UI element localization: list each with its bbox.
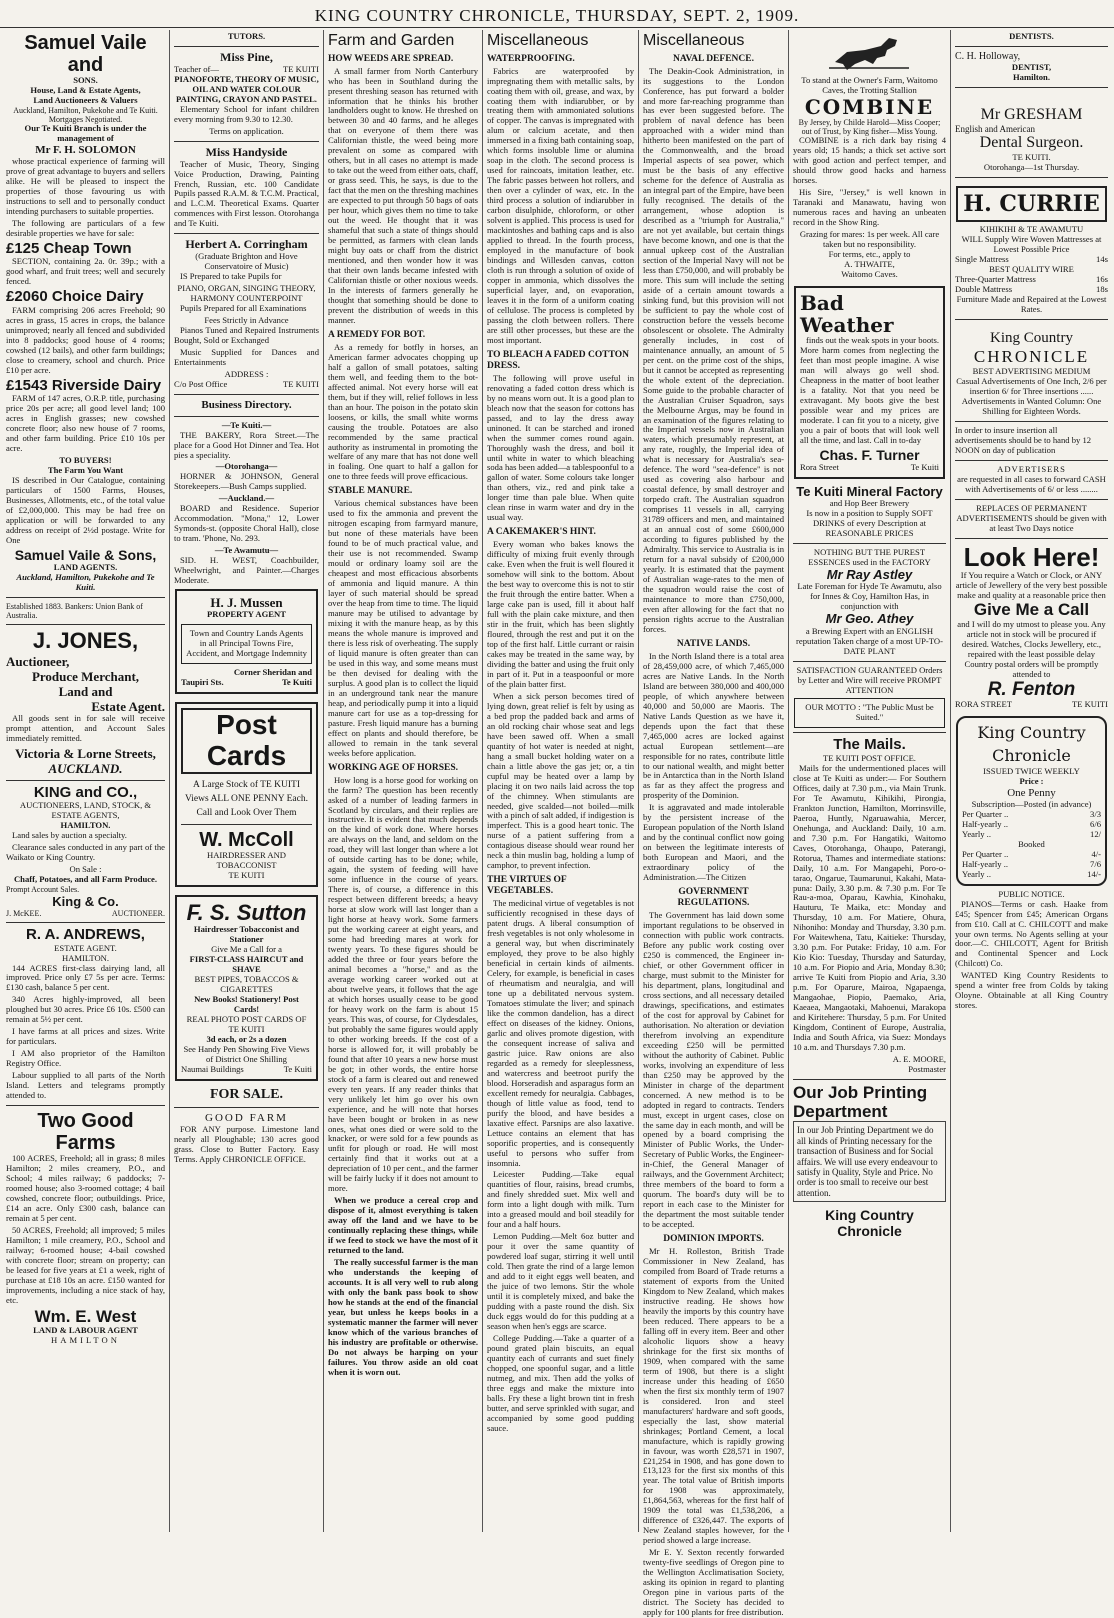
combine-grazing: Grazing for mares: 1s per week. All care taken but no responsibility. bbox=[799, 229, 940, 250]
article-text: College Pudding.—Take a quarter of a pound grated plain biscuits, an equal quantity each of currants and suet finely chopped, one spoonful sugar, and a little nutmeg, and mix. Then add the yolks of three eggs and make the mixture into balls. Fry these a light brown tint in fresh butter, and serve sprinkled with sugar, and accompanied by some good pudding sauce. bbox=[487, 1332, 634, 1433]
currie-furniture: Furniture Made and Repaired at the Lowest Rates. bbox=[956, 293, 1107, 314]
rate-price: 12/ bbox=[1090, 828, 1101, 839]
combine-intro: To stand at the Owner's Farm, Waitomo Caves, the Trotting Stallion bbox=[801, 75, 938, 95]
article-heading: HOW WEEDS ARE SPREAD. bbox=[328, 53, 454, 64]
corringham-pianos: Pianos Tuned and Repaired Instruments Bought, Sold or Exchanged bbox=[174, 325, 319, 345]
column-7 bbox=[951, 30, 1112, 1532]
farms-text: 100 ACRES, Freehold; all in grass; 8 miles Hamilton; 2 miles creamery, P.O., and School; 4 miles railway; 6 paddocks; 7-roomed house; also 3-roomed cottage; 4 bail cowshed, concrete floor; outbuildings. Price, £14 an acre. Only £300 cash, balance can remain at 5 per cent. bbox=[6, 1153, 165, 1223]
column-5 bbox=[639, 30, 789, 1618]
rate-price: 7/6 bbox=[1090, 858, 1101, 869]
factory-motto: OUR MOTTO : "The Public Must be Suited." bbox=[805, 702, 934, 723]
jones-line: Land and bbox=[58, 683, 113, 699]
mails-text: Mails for the undermentioned places will close at Te Kuiti as under:— For Southern Offices, daily at 7.30 p.m., via Main Trunk. For Te Awamutu, Kihikihi, Pirongia, Frankton Junction, Hamilton, Morrinsville, Paeroa, Huntly, Ngaruawahia, Mercer, Onehunga, and Auckland: Daily, 10 a.m. and 7.30 p.m. For Hangatiki, Waitomo Caves, Otorohanga, Ohaupo, Paterangi, Rotorua, Thames and intermediate stations: Daily, 10 a.m. For Mangapehi, Poro-o-tarao, Ongarue, Taumarunui, Kakahi, Mata-puna: Daily, 3.30 p.m. & 7.30 p.m. For Te Rau-a-moa, Oparau, Kawhia, Kinohaku, Hauturu, Te Maika, etc: Monday and Thursday, 10 a.m. For Matiere, Ohura, Nihoniho: Monday and Thursday, 3.30 p.m. For Waitewhena, Tatu, Kaitieke: Thursday, 3.30 p.m. For Putake: Friday, 10 a.m. For Kio Kio: Tuesday, Thursday and Saturday, 10 a.m. For Piopio and Aria, Monday 8.30; arrive Te Kuiti from Piopio and Aria, 3.30 p.m. For Oparure, Mairoa, Ngapaenga, Mangaohae, Piopio, Paemako, Aria, Kaeaea, Mangaotaki, Mahoenui, Marakopa and Kiritehere: Thursday, 5 p.m. For United Kingdom, Continent of Europe, Australia, India and South Africa, via Suez: Mondays 10 a.m. and Thursdays 7.30 p.m. bbox=[793, 762, 946, 1052]
look-here-text: If You require a Watch or Clock, or ANY article of Jewellery of the very best possible make and quality at a reasonable price then bbox=[955, 570, 1108, 601]
established: Established 1883. Bankers: Union Bank of Australia. bbox=[6, 601, 143, 621]
jones-line: Auctioneer, bbox=[6, 653, 70, 669]
rate-period: Per Quarter .. bbox=[962, 848, 1009, 859]
fenton-name: R. Fenton bbox=[987, 678, 1076, 700]
mussen-address: Corner Sheridan and bbox=[233, 667, 312, 678]
farms-text: 50 ACRES, Freehold; all improved; 5 miles Hamilton; 1 mile creamery, P.O., School and railway; 6-roomed house; 4-bail cowshed with concrete floor; stream on property; can be leased for five years at £1 a week, right of purchase at £18 10s an acre. £150 wanted for improvements, including a nice stack of hay, etc. bbox=[6, 1224, 165, 1305]
king-line: HAMILTON. bbox=[60, 820, 111, 831]
article-heading: NAVAL DEFENCE. bbox=[673, 53, 754, 64]
pine-subjects: PIANOFORTE, THEORY OF MUSIC, OIL AND WATER COLOUR PAINTING, CRAYON AND PASTEL. bbox=[174, 73, 319, 104]
public-notice-heading: PUBLIC NOTICE. bbox=[998, 888, 1065, 899]
forsale-title: GOOD FARM bbox=[205, 1112, 288, 1125]
chronicle-footer: King Country Chronicle bbox=[825, 1207, 914, 1239]
handyside-text: Teacher of Music, Theory, Singing Voice Production, Drawing, Painting French, Russian, etc. 100 Candidate Pupils passed R.A.M. & T.C.M. Practical, and L.C.M. Theoretical Exams. Quarter commences with First lesson. Otorohanga and Te Kuiti. bbox=[174, 158, 319, 229]
gresham-visit: Otorohanga—1st Thursday. bbox=[983, 162, 1080, 172]
look-here-heading: Look Here! bbox=[963, 541, 1100, 572]
factory-sub: and Hop Beer Brewery bbox=[829, 498, 910, 509]
holloway-role: DENTIST, bbox=[1011, 61, 1052, 72]
mattress-item: Single Mattress bbox=[955, 254, 1009, 265]
sutton-town: Te Kuiti bbox=[283, 1063, 312, 1074]
andrews-line: HAMILTON. bbox=[61, 952, 110, 963]
directory-town: —Te Kuiti.— bbox=[221, 419, 272, 430]
west-role: LAND & LABOUR AGENT bbox=[33, 1325, 138, 1336]
factory-name: Te Kuiti Mineral Factory bbox=[796, 484, 943, 500]
vaile-agents: LAND AGENTS. bbox=[53, 561, 118, 572]
sutton-price: 3d each, or 2s a dozen bbox=[206, 1034, 287, 1045]
athey-text: a Brewing Expert with an ENGLISH reputation Taken charge of a most UP-TO-DATE PLANT bbox=[796, 625, 943, 656]
column-3 bbox=[324, 30, 483, 1532]
article-heading: TO BLEACH A FADED COTTON DRESS. bbox=[487, 349, 630, 371]
forsale-text: FOR ANY purpose. Limestone land nearly all Ploughable; 130 acres good grass. Close to Butter Factory. Easy Terms. Apply CHRONICLE OFFICE. bbox=[174, 1123, 319, 1164]
sutton-buildings: Naumai Buildings bbox=[181, 1063, 244, 1074]
job-printing-text: In our Job Printing Department we do all kinds of Printing necessary for the transaction of Business and for Social affairs. We will use every endeavour to satisfy in Quality, Style and Price. No order is too small to receive our best attention. bbox=[793, 1121, 946, 1202]
article-text: It is aggravated and made intolerable by the persistent increase of the European population of the North Island and by the continual conflict now going on between the legitimate interests of both European and Maori, and the extraordinary policy of the Administration.—The Citizen bbox=[643, 802, 784, 883]
vaile-sons-name: Samuel Vaile & Sons, bbox=[14, 546, 157, 563]
king-name: KING and CO., bbox=[33, 783, 138, 801]
wanted-text: WANTED King Country Residents to spend a winter free from Colds by taking Oloyne. Obtainable at all King Country stores. bbox=[955, 970, 1108, 1011]
sutton-role: Hairdresser Tobacconist and Stationer bbox=[193, 924, 300, 945]
directory-town: —Auckland.— bbox=[218, 493, 275, 504]
article-text: Every woman who bakes knows the difficulty of mixing fruit evenly through cake. Even when the fruit is well floured it somehow will sink to the bottom. About the best way to overcome this is not to stir the fruit through the entire batter. When a large cake pan is used, fill it about half full with the plain cake mixture, and then stir in the fruit, which has been slightly floured, through the rest and put it on the top of the first half. Little currant or raisin cakes may be treated in the same way, by dividing the batter and using the fruit only in part of it. Put in a teaspoonful or more of the plain batter first. bbox=[487, 539, 634, 689]
king-name2: King & Co. bbox=[52, 893, 119, 909]
turner-town: Te Kuiti bbox=[910, 462, 939, 473]
king-returns: Prompt Account Sales. bbox=[6, 885, 80, 895]
corringham-fees: Fees Strictly in Advance bbox=[204, 315, 289, 326]
combine-pedigree: By Jersey, by Childe Harold—Miss Cooper; out of Trust, by King fisher—Miss Young. bbox=[798, 117, 941, 137]
turner-street: Rora Street bbox=[800, 462, 839, 473]
rate-period: Yearly .. bbox=[962, 868, 991, 879]
advertisers-heading: ADVERTISERS bbox=[997, 463, 1066, 474]
directory-heading: Business Directory. bbox=[201, 398, 292, 411]
chronicle-subscription: Subscription—Posted (in advance) bbox=[971, 798, 1092, 809]
listing-heading: £1543 Riverside Dairy bbox=[6, 376, 162, 394]
andrews-text: 144 ACRES first-class dairying land, all improved. Price only £7 5s per acre. Terms: £130 cash, balance 5 per cent. bbox=[6, 962, 165, 993]
holloway-town: Hamilton. bbox=[1012, 71, 1050, 82]
article-text: Various chemical substances have been used to fix the ammonia and prevent the nitrogen escaping from farmyard manure, but none of these materials have been found to be of much practical value, and their use is not recommended. Swamp mould or ordinary loamy soil are the cheapest and most efficacious absorbents of ammonia and liquid manure. A thin layer of such material should be spread over the heap from time to time. The liquid manure may be utilised to advantage by mixing it with the manure heap, as by this means the whole manure is improved and there is less risk of overheating. The supply of liquid manure is often greater than can be used in this way, and some means must be then devised for dealing with the surplus. A good plan is to collect the liquid in an underground tank near the manure heap, and periodically pump it into a liquid manure cart for use as a top-dressing for pasture. Fresh liquid manure has a burning effect on plants and should therefore, be allowed to remain in the tank several weeks before application. bbox=[328, 498, 478, 758]
advertisers-text: are requested in all cases to forward CASH with Advertisements of 6/ or less ........ bbox=[957, 473, 1106, 494]
sutton-shave: FIRST-CLASS HAIRCUT and SHAVE bbox=[189, 954, 304, 975]
article-heading: WORKING AGE OF HORSES. bbox=[328, 762, 459, 773]
andrews-text: I AM also proprietor of the Hamilton Registry Office. bbox=[6, 1048, 165, 1069]
corringham-address-label: ADDRESS : bbox=[224, 368, 269, 379]
article-heading: WATERPROOFING. bbox=[487, 53, 575, 64]
article-text: The following will prove useful in renovating a faded cotton dress which is by no means worn out. It is a good plan to bleach now that the season for cottons has passed, and to lay the dress away uninoned. It can be starched and ironed when the summer comes round again. Thoroughly wash the dress, and boil it until white in water to which bleaching soda has been added—a tablespoonful to a gallon of water. Some colours take longer than others, viz., red and pink take a longer time than pale blue. When quite clean rinse in warm water and dry in the usual way. bbox=[487, 372, 634, 523]
vaile-following: The following are particulars of a few desirable properties we have for sale: bbox=[6, 217, 165, 238]
pine-terms: Terms on application. bbox=[209, 125, 284, 136]
mussen-role: PROPERTY AGENT bbox=[207, 609, 286, 620]
page-masthead: KING COUNTRY CHRONICLE, THURSDAY, SEPT. 2, 1909. bbox=[0, 6, 1114, 28]
give-call-heading: Give Me a Call bbox=[973, 600, 1090, 620]
mails-heading: The Mails. bbox=[833, 736, 906, 754]
king-sale: On Sale : bbox=[69, 864, 102, 875]
chronicle-rates: Casual Advertisements of One Inch, 2/6 per insertion 6/ for Three insertions ...... Advertisements in Wanted Column: One Shilling for Eighteen Words. bbox=[956, 375, 1107, 416]
sutton-call: Give Me a Call for a bbox=[211, 944, 282, 955]
quality-line: BEST QUALITY WIRE bbox=[989, 264, 1074, 275]
fenton-street: RORA STREET bbox=[955, 699, 1013, 710]
combine-text: His Sire, "Jersey," is well known in Taranaki and Manawatu, having won numerous races and having an unbeaten record in the Show Ring. bbox=[793, 187, 946, 228]
factory-text: Is now in a position to Supply SOFT DRINKS of every Description at REASONABLE PRICES bbox=[806, 508, 933, 539]
king-text: Land sales by auction a specialty. bbox=[12, 830, 127, 841]
weather-heading: Bad Weather bbox=[800, 291, 894, 338]
rate-period: Per Quarter .. bbox=[962, 808, 1009, 819]
mussen-street: Taupiri Sts. bbox=[181, 677, 224, 688]
mussen-name: H. J. Mussen bbox=[210, 595, 283, 611]
article-text: When we produce a cereal crop and dispose of it, almost everything is taken away off the land and we have to be continually replacing these things, while if we feed to stock we have the most of it returned to the land. bbox=[328, 1195, 478, 1256]
article-text: In the North Island there is a total area of 28,459,000 acre, of which 7,465,000 acres are Native Lands. In the North Island are between 380,000 and 400,000 people, of which anywhere between 40,000 and 50,000 are Maoris. The Native Lands Question as we have it, depends upon the fact that these 7,465,000 acres are locked against actual European settlement—are responsible for no rates, contribute little to our national wealth, and might better be in Antarctica than in the North Island as far as they affect the progress and prosperity of the Dominion. bbox=[643, 650, 784, 801]
chronicle-medium: BEST ADVERTISING MEDIUM bbox=[972, 365, 1091, 376]
west-town: HAMILTON bbox=[51, 1335, 120, 1346]
directory-town: —Otorohanga— bbox=[215, 461, 278, 472]
combine-text: COMBINE is a rich dark bay rising 4 years old; 15 hands; a thick set active sort with good action and perfect temper, and should throw good hacks and harness horses. bbox=[793, 135, 946, 186]
column-2 bbox=[170, 30, 324, 1532]
article-heading: STABLE MANURE. bbox=[328, 486, 413, 497]
article-text: As a remedy for botfly in horses, an American farmer advocates chopping up half a gallon of small potatoes, salting them well, and feeding them to the bot-affected animal. Not every horse will eat them, but if they will, relief follows in less than an hour. The poison in the potato skin loosens, or kills, the small white worms causing the trouble. Potatoes are also recommended by the same practical authority as instrumental in promoting the welfare of any mare that has not done well in foaling. One quart to half a gallon for one to three feeds will prove efficacious. bbox=[328, 341, 478, 482]
rate-price: 4/- bbox=[1091, 848, 1101, 859]
column-header: Farm and Garden bbox=[328, 32, 455, 49]
chronicle-title: CHRONICLE bbox=[973, 347, 1090, 367]
article-text: Mr E. Y. Sexton recently forwarded twenty-five seedlings of Oregon pine to the Wellington Acclimatisation Society, asking its opinion in regard to planting Oregon pine in various parts of the district. The Society has decided to apply for 100 plants for free distribution. bbox=[643, 1547, 784, 1618]
turner-name: Chas. F. Turner bbox=[819, 446, 920, 463]
article-text: The medicinal virtue of vegetables is not sufficiently recognised in these days of patent drugs. A liberal consumption of fresh vegetables is not only wholesome in a general way, but when discriminately employed, they prove to be also highly beneficial in certain kinds of ailments. Celery, for example, is beneficial in cases of rheumatism and neuralgia, and will tone up a debilitated nervous system. Tomatoes stimulate the liver; and spinach like the common dandelion, has a direct effect on diseases of the kidney. Onions, garlic and olives promote digestion, with the consequent increase of saliva and gastric juice. Raw onions are also regarded as a remedy for sleeplessness, and watercress and beetroot purify the blood. Horseradish and asparagus form an excellent remedy for neuralgia. Cabbages, though of little value as food, tend to purify the blood, and have besides a laxative effect. Parsnips are also laxative. Lettuce contains an element that has soporific properties, and is consequently useful to persons who suffer from insomnia. bbox=[487, 898, 634, 1168]
weather-text: finds out the weak spots in your boots. More harm comes from neglecting the feet than most people imagine. A wise man will always go well shod. Cheapness in the matter of boot leather is a fatality. Not that you need be extravagant. My boots give the best possible wear and my prices are moderate. I can fit you to a nicety, give you a pair of boots that will look well all the time, and last. Call in to-day bbox=[800, 335, 939, 445]
currie-text: WILL Supply Wire Woven Mattresses at Lowest Possible Price bbox=[961, 234, 1102, 255]
gresham-line: English and American bbox=[955, 124, 1035, 135]
vaile-line: House, Land & Estate Agents, bbox=[30, 84, 141, 95]
andrews-text: I have farms at all prices and sizes. Write for particulars. bbox=[6, 1026, 165, 1047]
vaile-line: Land Auctioneers & Valuers bbox=[33, 94, 138, 105]
vaile-name: Samuel Vaile and bbox=[24, 32, 147, 76]
chronicle-booked: Booked bbox=[1018, 838, 1045, 849]
column-4 bbox=[483, 30, 639, 1532]
vaile-mortgages: Mortgages Negotiated. bbox=[48, 115, 123, 125]
article-text: A small farmer from North Canterbury who has been in Southland during the present threshing season has returned with information that he thinks his brother landholders ought to know. He threshed on between 30 and 40 farms, and he alleges that on everyone of them there was Californian thistle, the weed being more prevalent on some as compared with others, but in all cases no attempt is made to take out the weed from either oats, chaff, or grass seed. This, he says, is due to the fact that the men on the threshing machines are expected to put through 50 bags of oats per hour, which gives them no time to take out the weed. He thought that it was shameful that such a state of things should be permitted, as farmers with clean lands might buy oats or chaff from the district mentioned, and then wonder how it was that their own lands became infested with Californian thistle or other noxious weeds. In the interests of farmers generally he thought that something should be done to prevent the distribution of weeds in this manner. bbox=[328, 65, 478, 325]
article-text: The Deakin-Cook Administration, in its suggestions to the London Conference, has put forward a bolder and more far-reaching programme than has ever been suggested before. The problem of naval defence has been approached with a wider mind than hitherto been manifested on the part of the Commonwealth, and the broad Imperial aspects of sea power, which must be the basis of any effective scheme for the defence of Australia as an integral part of the Empire, have been fully recognised. The details of the arrangement, whose adoption is described as a "triumph for Australia," are not yet available, but certain things have become known, and one is that the annual upkeep cost of the Australian section of the Imperial Navy will not be less than £750,000, and will probably be more. This sum will include the setting aside of a certain amount towards a sinking fund, but this provision will not be sufficient to pay the whole cost of construction before the vessels become obsolescent or obsolete. The Admiralty generally includes, in cost of maintenance annually, an amount of 5 per cent. on the prime cost of the ships, but it cannot be accepted as representing the whole extent of the depreciation. Some guide to the probable character of the Australian Cruiser Squadron, says the Melbourne Argus, may be found in an examination of the figures relating to the Imperial vessels now in Australian waters, which presumably represent, at any rate, roughly, the Imperial idea of what is necessary for Australia's sea-defence. The word "sea-defence" is not used as covering also harbour and coastal defence, by small destroyer and torpedo craft. The Australian squadron comprises 11 vessels in all, carrying 31789 officers and men, and maintained at an annual cost of some £600,000 according to figures published by the Admiralty. This service to Australia is in return for a naval subsidy of £200,000 yearly. It is estimated that the payment of Australian wage-rates to the men of the squadron would raise the cost of maintenance to more than £750,000, even after allowing for the fact that no pension rights accrue to the Australian forces. bbox=[643, 65, 784, 634]
mails-postmaster: A. E. MOORE, bbox=[892, 1053, 946, 1064]
corringham-exams: Pupils Prepared for all Examinations bbox=[180, 303, 307, 314]
chronicle-title: King Country bbox=[990, 329, 1073, 346]
astley-text: Late Foreman for Hyde Te Awamutu, also for Innes & Coy, Hamilton Has, in conjunction with bbox=[797, 581, 942, 612]
king-line: AUCTIONEERS, LAND, STOCK, & ESTATE AGENTS, bbox=[19, 800, 152, 821]
holloway-name: C. H. Holloway, bbox=[955, 50, 1021, 62]
factory-satisfaction: SATISFACTION GUARANTEED Orders by Letter and Wire will receive PROMPT ATTENTION bbox=[796, 664, 943, 695]
combine-name: COMBINE bbox=[804, 94, 935, 119]
column-1 bbox=[2, 30, 170, 1532]
factory-nothing: NOTHING BUT THE PUREST ESSENCES used in the FACTORY bbox=[808, 547, 931, 568]
pine-town: TE KUITI bbox=[282, 63, 319, 74]
corringham-name: Herbert A. Corringham bbox=[185, 237, 308, 252]
rate-price: 14/- bbox=[1087, 868, 1101, 879]
vaile-towns: Auckland, Hamilton, Pukekohe and Te Kuiti. bbox=[16, 571, 155, 592]
jones-address: Victoria & Lorne Streets, bbox=[15, 745, 156, 761]
king-sale: Chaff, Potatoes, and all Farm Produce. bbox=[13, 874, 158, 885]
article-text: Lemon Pudding.—Melt 6oz butter and pour it over the same quantity of powdered loaf sugar, stirring it well until cold. Then grate the rind of a large lemon and add to it eight eggs well beaten, and the juice of two lemons. Stir the whole until it is completely mixed, and bake the pudding with a paste round the dish. Six duck eggs would do for this pudding at a season when hen's eggs are scarce. bbox=[487, 1231, 634, 1331]
andrews-line: ESTATE AGENT. bbox=[54, 942, 117, 953]
two-farms-heading: Two Good Farms bbox=[37, 1110, 134, 1155]
sutton-photo: REAL PHOTO POST CARDS OF TE KUITI bbox=[186, 1014, 307, 1035]
corringham-town: TE KUITI bbox=[282, 378, 319, 389]
article-heading: A REMEDY FOR BOT. bbox=[328, 329, 426, 340]
mccoll-name: W. McColl bbox=[199, 829, 294, 852]
postcards-heading: Post Cards bbox=[181, 708, 312, 774]
corringham-text: IS Prepared to take Pupils for bbox=[180, 271, 282, 282]
column-header: Miscellaneous bbox=[487, 32, 589, 49]
sutton-pipes: BEST PIPES, TOBACCOS & CIGARETTES bbox=[194, 974, 299, 995]
buyers-heading: TO BUYERS! bbox=[59, 454, 112, 465]
vaile-towns: Auckland, Hamilton, Pukekohe and Te Kuiti. bbox=[13, 105, 158, 115]
king-role: AUCTIONEER. bbox=[111, 908, 165, 918]
vaile-manager: Mr F. H. SOLOMON bbox=[35, 144, 136, 157]
buyers-text: IS described in Our Catalogue, containing particulars of 1500 Farms, Houses, Businesses, Allotments, etc., of the total value of £2,000,000. This may be had free on application or will be forwarded to any address on receipt of 2½d postage. Write for One bbox=[6, 474, 165, 545]
directory-entry: HORNER & JOHNSON, General Storekeepers.—Bush Camps supplied. bbox=[174, 471, 319, 492]
article-text: When a sick person becomes tired of lying down, great relief is felt by using as a bed prop the padded back and arms of an old rocking chair whose seat and legs have been sawed off. When a small quantity of hot water is needed at night, hang a small bucket holding water on a chain a little above the gas jet; or, a tin cupful may be heated over a lamp by placing it on two nails laid across the top of the chimney. When stimulants are needed, give scalded—not boiled—milk with a pinch of salt added, if indigestion is imperfect. This is a good heart tonic. The nurse of a patient suffering from a contagious disease should wear round her neck a thin muslin bag, holding a lump of camphor, to prevent infection. bbox=[487, 690, 634, 871]
king-person: J. McKEE. bbox=[6, 908, 42, 918]
mails-office: TE KUITI POST OFFICE. bbox=[823, 752, 916, 763]
combine-terms: For terms, etc., apply to bbox=[828, 249, 911, 260]
chronicle-issued: ISSUED TWICE WEEKLY bbox=[983, 766, 1080, 777]
article-heading: DOMINION IMPORTS. bbox=[663, 1234, 764, 1245]
andrews-text: Labour supplied to all parts of the North Island. Letters and telegrams promptly attended to. bbox=[6, 1070, 165, 1101]
directory-entry: SID. H. WEST, Coachbuilder, Wheelwright, and Painter.—Charges Moderate. bbox=[174, 555, 319, 586]
chronicle-order: In order to insure insertion all advertisements should be to hand by 12 NOON on day of publication bbox=[955, 424, 1092, 455]
article-heading: GOVERNMENT REGULATIONS. bbox=[677, 887, 750, 909]
corringham-po: C/o Post Office bbox=[174, 378, 228, 389]
mails-postmaster-role: Postmaster bbox=[908, 1063, 946, 1074]
currie-name: H. CURRIE bbox=[963, 190, 1100, 217]
corringham-music: Music Supplied for Dances and Entertainments bbox=[174, 346, 319, 367]
rate-period: Half-yearly .. bbox=[962, 858, 1009, 869]
andrews-text: 340 Acres highly-improved, all been ploughed but 30 acres. Price £6 10s. £500 can remain at 5½ per cent. bbox=[6, 994, 165, 1025]
horse-icon bbox=[825, 34, 915, 74]
currie-towns: KIHIKIHI & TE AWAMUTU bbox=[979, 224, 1084, 235]
listing-heading: £2060 Choice Dairy bbox=[6, 288, 144, 306]
article-text: The really successful farmer is the man who understands the keeping of accounts. It is all very well to rub along with only the bank pass book to show how he stands at the end of the financial year, but unless he keeps books in a systematic manner the farmer will never know which of the various branches of his industry are profitable or otherwise. Do not always be harping on your failures. You throw aside an old coat when it is worn out. bbox=[328, 1257, 478, 1377]
chronicle-price: One Penny bbox=[1007, 787, 1056, 800]
directory-entry: BOARD and Residence. Superior Accommodation. "Mona," 12, Lower Symonds-st. (opposite Choral Hall), close to tram. 'Phone, No. 293. bbox=[174, 503, 319, 544]
tutors-heading: TUTORS. bbox=[227, 31, 266, 41]
pine-role: Teacher of— bbox=[174, 63, 219, 74]
combine-place: Waitomo Caves. bbox=[841, 269, 898, 280]
rate-price: 3/3 bbox=[1090, 808, 1101, 819]
mattress-price: 18s bbox=[1096, 283, 1108, 294]
article-text: The Government has laid down some important regulations to be observed in connection with public work contracts. Before any public work costing over £250 is commenced, the Engineer in-chief, or other Government officer in charge, must submit to the Minister for his department, plans, longitudinal and cross sections, and all necessary detailed drawings, specifications, and estimates of the cost for approval by Cabinet for authorisation. No alteration or deviation therefrom involving an expenditure exceeding £250 will be permitted without the authority of Cabinet. Public works, involving an expenditure of less than £250 may be approved by the Minister in charge of the department concerned. A new method is to be adopted in regard to contracts. Tenders must, except in urgent cases, close on the same day in each month, and will be opened by a board comprising the Minister of Public Works, the Under-Secretary of Public Works, the Engineer-in-Chief, the General Manager of railways, and the Government Architect; three members of the board to form a quorum. The board's duty will be to report in each case to the Minister for the department the most suitable tender to be accepted. bbox=[643, 910, 784, 1230]
fenton-town: TE KUITI bbox=[1071, 699, 1108, 710]
gresham-town: TE KUITI. bbox=[1012, 152, 1051, 163]
job-printing-heading: Our Job Printing Department bbox=[793, 1082, 928, 1121]
jones-address: AUCKLAND. bbox=[48, 760, 123, 776]
mattress-item: Double Mattress bbox=[955, 283, 1013, 294]
corringham-sub: (Graduate Brighton and Hove Conservatoire of Music) bbox=[195, 251, 298, 272]
listing-text: FARM comprising 206 acres Freehold; 90 acres in grass, 15 acres in crops, the balance unimproved; nearly all fenced and subdivided into 8 paddocks; good house of 4 rooms; cowshed (12 bails), and other farm buildings; close to creamery, school and church. Price £10 per acre. bbox=[6, 304, 165, 375]
article-text: How long is a horse good for working on the farm? The question has been recently asked of a number of leading farmers in Scotland by circulars, and their replies are instructive. It is evident that much depends on the kind of work done. Where horses are always on the land, and seldom on the road, they will last longer than where a lot of outside carting has to be done; while, again, the system of feeding will have some influence in the course of years. There is, of course, a difference in this respect between different breeds; a heavy horse at slow work will last longer than a light horse at heavy work. Some farmers put the working career at eight years, and some had breeding mares at work for twenty years. To these figures should be added the three or four years before the animal becomes a "horse," and as the average working career worked out at about twelve years, it follows that the age at which horses usually cease to be good for heavy work on the farm is about 15 years. This was, of course, for Clydesdales, but probably the same figures would apply to other working breeds. If the cost of a horse is allowed for, it will probably be found that after 10 years a new horse must be got; in other words, the entire horse stock of a farm is cleared out and renewed every ten years. If any reader thinks that very unlikely let him go over his own experience, and he will note that horses have been bought or broken in as new ones, what ones died or were sold to the knacker, or were sold for a few pounds as unfit for plough or road. He will most certainly find that it works out at a depreciation of 10 per cent., and the farmer will be fairly lucky if it does not amount to more. bbox=[328, 774, 478, 1194]
west-name: Wm. E. West bbox=[34, 1306, 137, 1326]
jones-line: Produce Merchant, bbox=[31, 668, 140, 684]
gresham-name: Mr GRESHAM bbox=[980, 105, 1083, 123]
give-call-text: and I will do my utmost to please you. Any article not in stock will be procured if desired. Watches, Clocks Jewellery, etc., repaired with the least possible delay Country postal orders will be promptly attended to bbox=[957, 618, 1106, 679]
sutton-books: New Books! Stationery! Post Cards! bbox=[194, 994, 299, 1015]
mattress-item: Three-Quarter Mattress bbox=[955, 274, 1036, 284]
combine-owner: A. THWAITE, bbox=[844, 259, 895, 270]
article-text: Leicester Pudding.—Take equal quantities of flour, raisins, bread crumbs, and finely shredded suet. Mix well and form into a light dough with milk. Turn into a greased mould and boil steadily for four and a half hours. bbox=[487, 1169, 634, 1230]
article-heading: A CAKEMAKER'S HINT. bbox=[487, 527, 596, 538]
sutton-views: See Handy Pen Showing Five Views of District One Shilling bbox=[183, 1044, 310, 1065]
athey-name: Mr Geo. Athey bbox=[825, 611, 914, 627]
rate-price: 6/6 bbox=[1090, 818, 1101, 829]
king-text: Clearance sales conducted in any part of the Waikato or King Country. bbox=[6, 842, 165, 863]
corringham-subjects: PIANO, ORGAN, SINGING THEORY, HARMONY COUNTERPOINT bbox=[177, 283, 316, 304]
andrews-name: R. A. ANDREWS, bbox=[26, 926, 145, 944]
article-text: Fabrics are waterproofed by impregnating them with metallic salts, by coating them with oil, grease, and wax, by coating them with indiarubber, or by treating them with ammoniated solutions of copper. The canvas is impregnated with alum or calcium acetate, and then immersed in a fixing bath containing soap, which forms insoluble lime or alumina soap in the cloth. The second process is used for raincoats, imitation leather, etc. The fabric passes between hot rollers, and then over a cylinder of wax, etc. In the third process a solution of indiarubber in carbon disulphide, chloroform, or other solvent is applied. This process is used for mackintoshes and bathing caps and is also applied to thread. In the fourth process, employed in the manufacture of book bindings and Willesden canvas, cotton cloth is run through a solution of oxide of copper in ammonia, which dissolves the superficial layer, and, on evaporation, leaves it in the form of a uniform coating of cellulose. The process is completed by passing the cloth between rollers. There are still other processes, but these are the most important. bbox=[487, 65, 634, 345]
mccoll-role: HAIRDRESSER AND TOBACCONIST bbox=[206, 850, 287, 871]
mccoll-town: TE KUITI bbox=[228, 870, 265, 881]
listing-heading: £125 Cheap Town bbox=[6, 239, 132, 257]
handyside-name: Miss Handyside bbox=[205, 144, 288, 159]
vaile-branch: Our Te Kuiti Branch is under the management of bbox=[24, 123, 147, 144]
column-6 bbox=[789, 30, 951, 1532]
jones-text: All goods sent in for sale will receive prompt attention, and Account Sales immediately remitted. bbox=[6, 712, 165, 743]
column-header: Miscellaneous bbox=[643, 32, 745, 49]
public-notice-text: PIANOS—Terms or cash. Haake from £45; Spencer from £45; American Organs from £10. Call at C. CHILCOTT and make your own terms. No Agents selling at your door.—C. CHILCOTT, Agent for British and Continental Spencer and Lock (Chilcott) Co. bbox=[955, 898, 1108, 969]
chronicle-box-title: King Country Chronicle bbox=[977, 723, 1086, 765]
directory-entry: THE BAKERY, Rora Street.—The place for a Good Hot Dinner and Tea. Hot pies a speciality. bbox=[174, 429, 319, 460]
listing-text: SECTION, containing 2a. 0r. 39p.; with a good wharf, and fruit trees; well and securely fenced. bbox=[6, 256, 165, 287]
mattress-price: 16s bbox=[1096, 274, 1108, 284]
article-heading: NATIVE LANDS. bbox=[676, 638, 751, 649]
jones-name: J. JONES, bbox=[32, 628, 139, 654]
vaile-sons: SONS. bbox=[73, 75, 98, 85]
directory-town: —Te Awamutu— bbox=[214, 545, 279, 556]
article-text: Mr H. Rolleston, British Trade Commissioner in New Zealand, has compiled from Board of Trade returns a statement of exports from the United Kingdom to New Zealand, which makes instructive reading. He shows how heavily the imports by this country have been reduced. There appears to be a falling off in every item. Beer and other alcoholic liquors show a heavy shrinkage for the first six months of 1909, when compared with the same term of 1908, but there is a slight increase under this heading of £650 when the first six monthly term of 1907 is considered. Iron and steel manufacturers' hardware and soft goods, especially the last, show material shrinkages; Portland Cement, a local manufacture, which is rapidly growing in favour, was worth £28,571 in 1907, £21,254 in 1908, and has gone down to £13,123 for the first six months of this year. The total value of British imports for 1908 was approximately, £1,864,563, whereas for the first half of 1909 the total was £1,538,206, a difference of £326,447. The exports of New Zealand staples however, for the period showed a large increase. bbox=[643, 1246, 784, 1546]
jones-line: Estate Agent. bbox=[91, 698, 165, 714]
mussen-town: Te Kuiti bbox=[281, 677, 312, 688]
mattress-price: 14s bbox=[1096, 254, 1108, 265]
vaile-text: whose practical experience of farming will prove of great advantage to buyers and sellers alike. He will be pleased to inspect the properties of those favouring us with instructions to sell and to personally conduct intending purchasers to suitable properties. bbox=[6, 156, 165, 216]
postcards-text: A Large Stock of TE KUITI Views ALL ONE PENNY Each. Call and Look Over Them bbox=[185, 779, 308, 819]
dentists-heading: DENTISTS. bbox=[1009, 31, 1054, 41]
pine-name: Miss Pine, bbox=[220, 49, 273, 64]
listing-text: FARM of 147 acres, O.R.P. title, purchasing price 20s per acre; all good level land; 100 acres in English grasses; new cowshed concrete floor; also new house of 7 rooms, and other farm building. Price £10 10s per acre. bbox=[6, 393, 165, 453]
sutton-name: F. S. Sutton bbox=[186, 900, 307, 926]
forsale-heading: FOR SALE. bbox=[209, 1086, 284, 1102]
rate-period: Half-yearly .. bbox=[962, 818, 1009, 829]
buyers-sub: The Farm You Want bbox=[47, 464, 124, 475]
pine-text: Elementary School for infant children every morning from 9.30 to 12.30. bbox=[174, 103, 319, 124]
rate-period: Yearly .. bbox=[962, 828, 991, 839]
replaces-text: REPLACES OF PERMANENT ADVERTISEMENTS should be given with at least Two Days notice bbox=[956, 502, 1107, 533]
gresham-role: Dental Surgeon. bbox=[979, 134, 1084, 152]
chronicle-price-label: Price : bbox=[1019, 776, 1044, 787]
article-heading: THE VIRTUES OF VEGETABLES. bbox=[487, 875, 567, 897]
astley-name: Mr Ray Astley bbox=[826, 567, 913, 583]
mussen-text: Town and Country Lands Agents in all Principal Towns Fire, Accident, and Mortgage Indemnity bbox=[186, 628, 307, 659]
